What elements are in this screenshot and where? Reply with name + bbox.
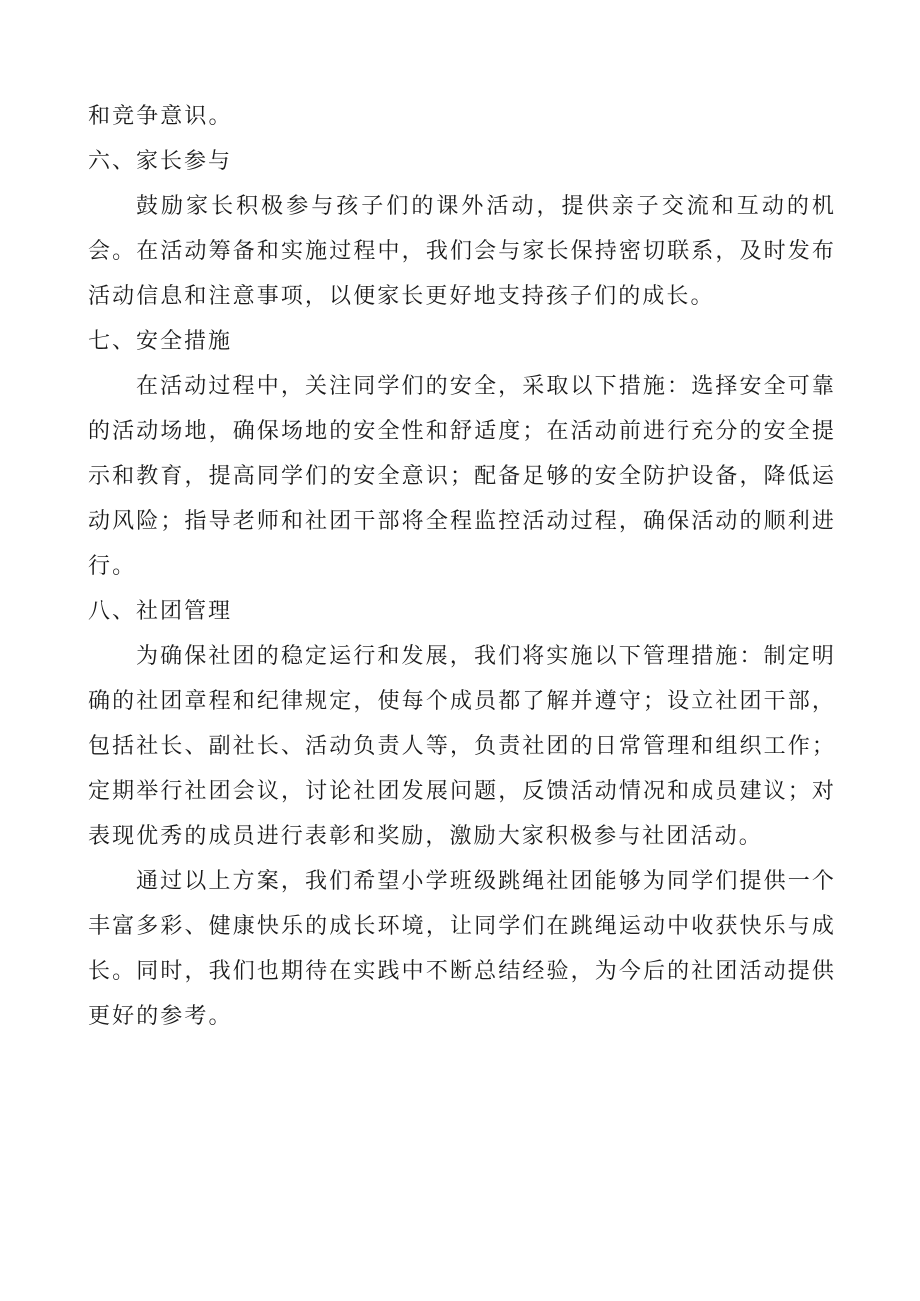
paragraph-club-management: 为确保社团的稳定运行和发展，我们将实施以下管理措施：制定明确的社团章程和纪律规定，使每个成员都了解并遵守；设立社团干部，包括社长、副社长、活动负责人等，负责社团的日常管理和组织工作；定期举行社团会议，讨论社团发展问题，反馈活动情况和成员建议；对表现优秀的成员进行表彰和奖励，激励大家积极参与社团活动。 [88,644,836,849]
section-heading-parent-participation: 六、家长参与 [88,149,233,174]
continuation-text: 和竞争意识。 [88,104,233,129]
document-body [88,94,836,1039]
paragraph-conclusion: 通过以上方案，我们希望小学班级跳绳社团能够为同学们提供一个丰富多彩、健康快乐的成长环境，让同学们在跳绳运动中收获快乐与成长。同时，我们也期待在实践中不断总结经验，为今后的社团活动提供更好的参考。 [88,869,836,1029]
paragraph-safety-measures: 在活动过程中，关注同学们的安全，采取以下措施：选择安全可靠的活动场地，确保场地的安全性和舒适度；在活动前进行充分的安全提示和教育，提高同学们的安全意识；配备足够的安全防护设备，降低运动风险；指导老师和社团干部将全程监控活动过程，确保活动的顺利进行。 [88,374,836,579]
section-heading-club-management: 八、社团管理 [88,599,233,624]
paragraph-parent-participation: 鼓励家长积极参与孩子们的课外活动，提供亲子交流和互动的机会。在活动筹备和实施过程中，我们会与家长保持密切联系，及时发布活动信息和注意事项，以便家长更好地支持孩子们的成长。 [88,194,836,309]
section-heading-safety-measures: 七、安全措施 [88,329,233,354]
